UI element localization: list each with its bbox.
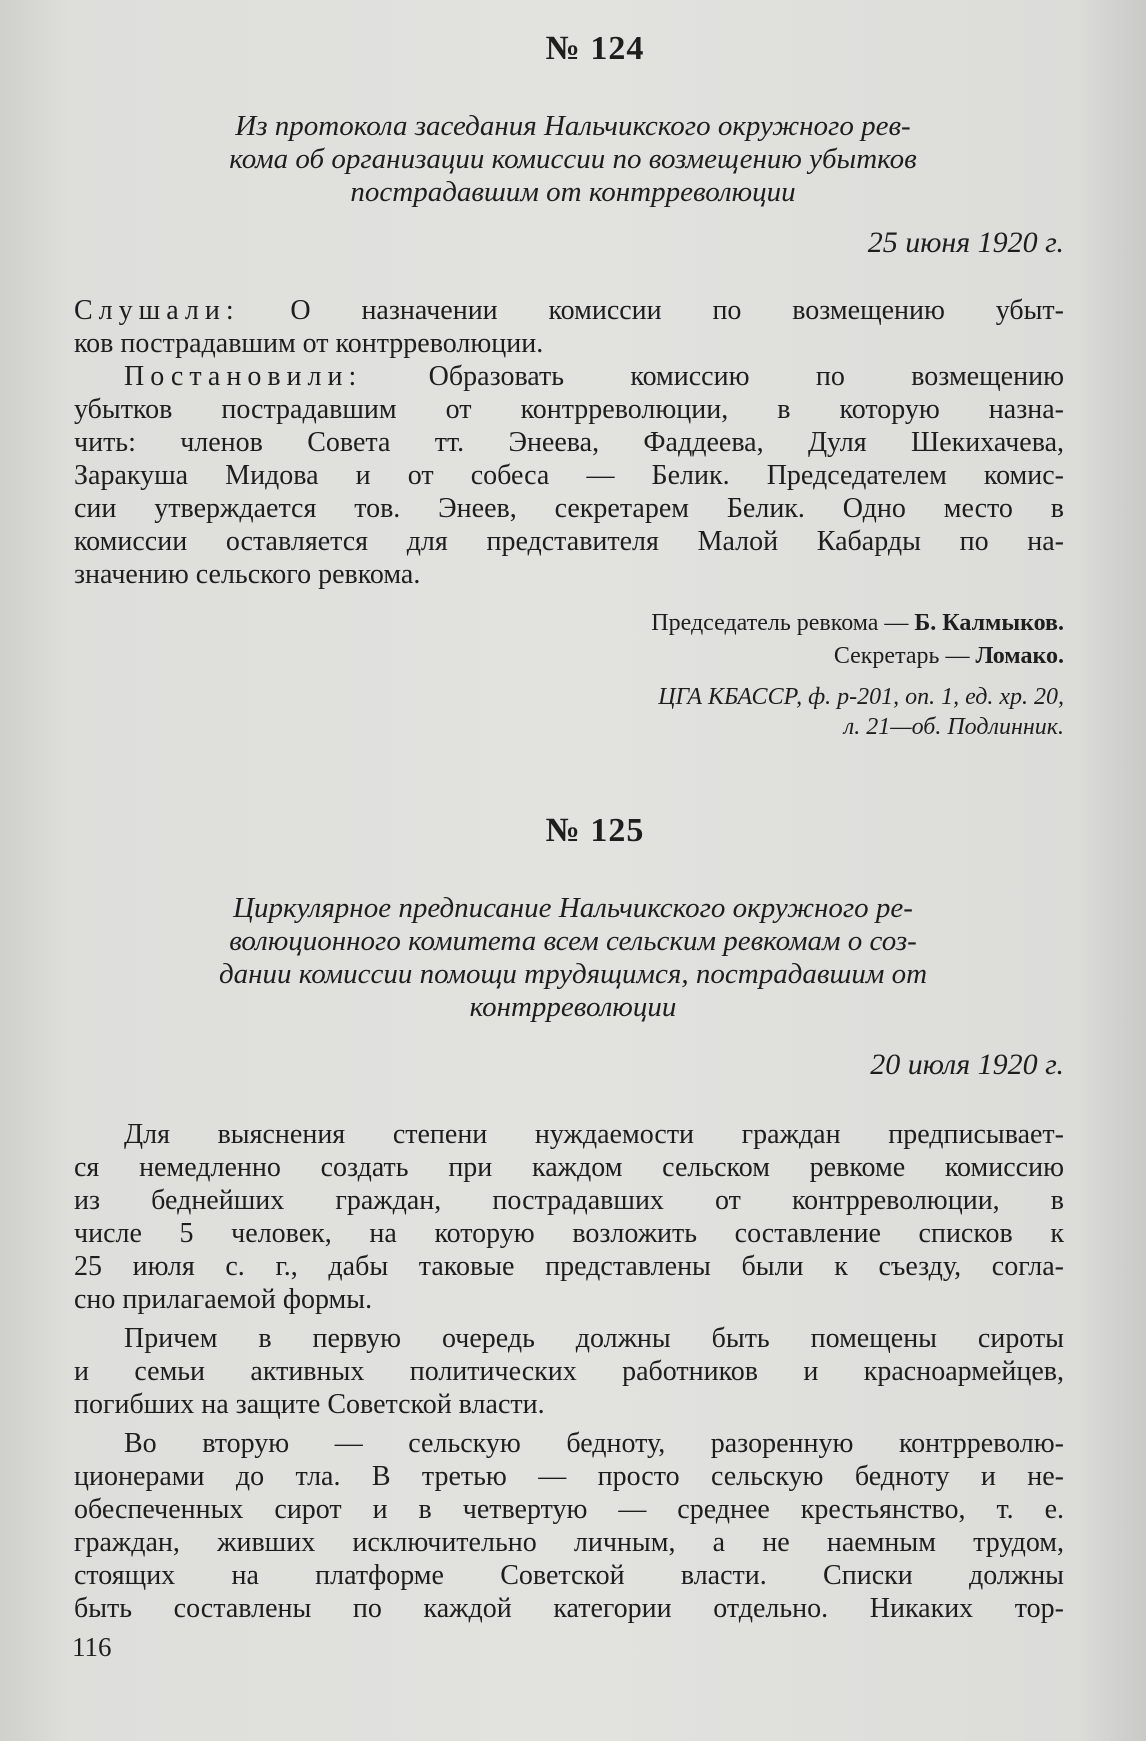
doc-125-heading-line: волюционного комитета всем сельским ревкомам о соз- xyxy=(229,925,917,957)
resolved-text: Образовать комиссию по возмещению xyxy=(362,361,1064,392)
doc-124-heading-line: кома об организации комиссии по возмещению убытков xyxy=(229,143,917,175)
doc-125-body-line: и семьи активных политических работников и красноармейцев, xyxy=(74,1356,1064,1387)
doc-124-number: № 124 xyxy=(545,30,645,67)
archive-line: л. 21—об. Подлинник. xyxy=(843,714,1064,740)
heard-label: Слушали: xyxy=(74,295,240,326)
doc-124-body-line: ков пострадавшим от контрреволюции. xyxy=(74,328,544,359)
doc-125-heading-line: контрреволюции xyxy=(469,991,677,1023)
doc-125-body-line: ся немедленно создать при каждом сельском ревкоме комиссию xyxy=(74,1152,1064,1183)
archive-line: ЦГА КБАССР, ф. р-201, оп. 1, ед. хр. 20, xyxy=(658,684,1064,710)
heard-text: О назначении комиссии по возмещению убыт- xyxy=(239,295,1064,326)
signature-secretary-name: Ломако. xyxy=(975,643,1064,669)
doc-125-date: 20 июля 1920 г. xyxy=(870,1048,1064,1081)
doc-124-body-line: Заракуша Мидова и от собеса — Белик. Председателем комис- xyxy=(74,460,1064,491)
doc-125-heading-line: Циркулярное предписание Нальчикского окружного ре- xyxy=(233,892,913,924)
doc-124-signatures xyxy=(651,607,1064,673)
doc-124-date: 25 июня 1920 г. xyxy=(867,226,1064,259)
resolved-label: Постановили: xyxy=(124,361,363,392)
doc-125-heading xyxy=(132,892,1014,1024)
signature-chair xyxy=(651,607,1064,640)
page-number: 116 xyxy=(72,1632,112,1662)
doc-124-body-line: значению сельского ревкома. xyxy=(74,559,421,590)
doc-125-body-line: стоящих на платформе Советской власти. Списки должны xyxy=(74,1560,1064,1591)
signature-secretary xyxy=(651,640,1064,673)
doc-124-body-line: убытков пострадавшим от контрреволюции, в которую назна- xyxy=(74,394,1064,425)
doc-125-body-line: Причем в первую очередь должны быть помещены сироты xyxy=(124,1323,1064,1354)
doc-125-body-line: сно прилагаемой формы. xyxy=(74,1284,373,1315)
doc-124-body-line: сии утверждается тов. Энеев, секретарем Белик. Одно место в xyxy=(74,493,1064,524)
doc-125-body-line: числе 5 человек, на которую возложить составление списков к xyxy=(74,1218,1064,1249)
doc-125-body-line: граждан, живших исключительно личным, а не наемным трудом, xyxy=(74,1527,1064,1558)
doc-125-body-line: из беднейших граждан, пострадавших от контрреволюции, в xyxy=(74,1185,1064,1216)
doc-124-archive-reference xyxy=(658,682,1064,742)
doc-125-body-line: 25 июля с. г., дабы таковые представлены были к съезду, согла- xyxy=(74,1251,1064,1282)
doc-124-body-line: комиссии оставляется для представителя Малой Кабарды по на- xyxy=(74,526,1064,557)
doc-125-body-line: погибших на защите Советской власти. xyxy=(74,1389,545,1420)
doc-125-body-line: быть составлены по каждой категории отдельно. Никаких тор- xyxy=(74,1593,1064,1624)
doc-124-body-line-heard xyxy=(74,294,1064,327)
doc-124-heading-line: Из протокола заседания Нальчикского окружного рев- xyxy=(235,110,911,142)
doc-125-body-line: Для выяснения степени нуждаемости граждан предписывает- xyxy=(124,1119,1064,1150)
doc-124-body xyxy=(74,294,1064,591)
signature-chair-role: Председатель ревкома — xyxy=(651,610,915,636)
doc-124-heading-line: пострадавшим от контрреволюции xyxy=(350,176,796,208)
signature-chair-name: Б. Калмыков. xyxy=(914,610,1064,636)
doc-125-body-line: обеспеченных сирот и в четвертую — среднее крестьянство, т. е. xyxy=(74,1494,1064,1525)
doc-125-number: № 125 xyxy=(545,812,645,849)
doc-125-body-line: Во вторую — сельскую бедноту, разоренную контрреволю- xyxy=(124,1428,1064,1459)
doc-124-body-line: чить: членов Совета тт. Энеева, Фаддеева, Дуля Шекихачева, xyxy=(74,427,1064,458)
doc-124-body-line-resolved xyxy=(74,360,1064,393)
doc-125-body xyxy=(74,1118,1064,1625)
doc-125-body-line: ционерами до тла. В третью — просто сельскую бедноту и не- xyxy=(74,1461,1064,1492)
doc-125-heading-line: дании комиссии помощи трудящимся, пострадавшим от xyxy=(218,958,928,990)
signature-secretary-role: Секретарь — xyxy=(833,643,976,669)
doc-124-heading xyxy=(132,110,1014,209)
